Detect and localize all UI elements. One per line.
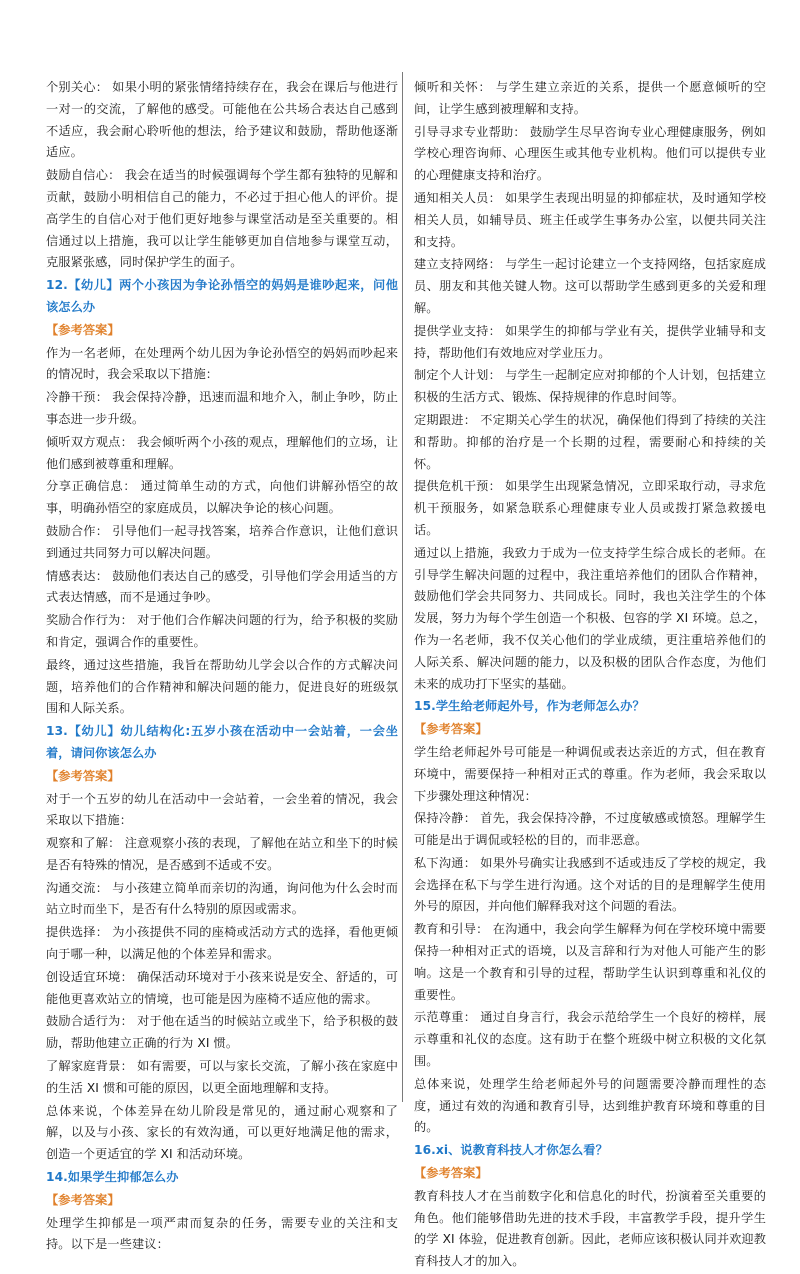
paragraph: 总体来说，处理学生给老师起外号的问题需要冷静而理性的态度，通过有效的沟通和教育引导，达到维护教育环境和尊重的目的。 [414, 1076, 766, 1135]
paragraph: 学生给老师起外号可能是一种调侃或表达亲近的方式，但在教育环境中，需要保持一种相对正式的尊重。作为老师，我会采取以下步骤处理这种情况： [414, 744, 766, 803]
paragraph: 提供学业支持： 如果学生的抑郁与学业有关，提供学业辅导和支持，帮助他们有效地应对学业压力。 [414, 323, 766, 360]
paragraph: 分享正确信息： 通过简单生动的方式，向他们讲解孙悟空的故事，明确孙悟空的家庭成员，以解决争论的核心问题。 [46, 479, 398, 516]
paragraph: 鼓励合作： 引导他们一起寻找答案，培养合作意识，让他们意识到通过共同努力可以解决问题。 [46, 523, 398, 560]
question-heading: 15.学生给老师起外号，作为老师怎么办？ [414, 699, 645, 714]
question-heading: 12.【幼儿】两个小孩因为争论孙悟空的妈妈是谁吵起来，问他该怎么办 [46, 278, 398, 314]
right-column [414, 77, 766, 1274]
paragraph: 私下沟通： 如果外号确实让我感到不适或违反了学校的规定，我会选择在私下与学生进行沟通。这个对话的目的是理解学生使用外号的原因，并向他们解释我对这个问题的看法。 [414, 855, 766, 914]
answer-label: 【参考答案】 [46, 322, 120, 337]
answer-label: 【参考答案】 [46, 1192, 120, 1207]
answer-label: 【参考答案】 [414, 722, 488, 737]
paragraph: 冷静干预： 我会保持冷静，迅速而温和地介入，制止争吵，防止事态进一步升级。 [46, 390, 398, 426]
paragraph: 鼓励合适行为： 对于他在适当的时候站立或坐下，给予积极的鼓励，帮助他建立正确的行为 XI 惯。 [46, 1014, 398, 1051]
paragraph: 提供选择： 为小孩提供不同的座椅或活动方式的选择，看他更倾向于哪一种，以满足他的个体差异和需求。 [46, 925, 398, 962]
paragraph: 引导寻求专业帮助： 鼓励学生尽早咨询专业心理健康服务，例如学校心理咨询师、心理医生或其他专业机构。他们可以提供专业的心理健康支持和治疗。 [414, 124, 766, 183]
paragraph: 沟通交流： 与小孩建立简单而亲切的沟通，询问他为什么会时而站立时而坐下，是否有什么特别的原因或需求。 [46, 880, 398, 917]
paragraph: 观察和了解： 注意观察小孩的表现，了解他在站立和坐下的时候是否有特殊的情况，是否感到不适或不安。 [46, 836, 398, 872]
paragraph: 建立支持网络： 与学生一起讨论建立一个支持网络，包括家庭成员、朋友和其他关键人物。这可以帮助学生感到更多的关爱和理解。 [414, 257, 766, 315]
paragraph: 通过以上措施，我致力于成为一位支持学生综合成长的老师。在引导学生解决问题的过程中，我注重培养他们的团队合作精神，鼓励他们学会共同努力、共同成长。同时，我也关注学生的个体发展，努力为每个学生创造一个积极、包容的学 XI 环境。总之，作为一名老师，我不仅关心他们的学业成绩，更注重培养他们的人际关系、解决问题的能力，以及积极的团队合作态度，为他们未来的成功打下坚实的基础。 [414, 545, 766, 691]
question-heading: 14.如果学生抑郁怎么办 [46, 1170, 179, 1185]
paragraph: 情感表达： 鼓励他们表达自己的感受，引导他们学会用适当的方式表达情感，而不是通过争吵。 [46, 568, 398, 605]
answer-label: 【参考答案】 [414, 1166, 488, 1181]
paragraph: 倾听双方观点： 我会倾听两个小孩的观点，理解他们的立场，让他们感到被尊重和理解。 [46, 434, 398, 471]
paragraph: 作为一名老师，在处理两个幼儿因为争论孙悟空的妈妈而吵起来的情况时，我会采取以下措施： [46, 345, 398, 382]
paragraph: 总体来说，个体差异在幼儿阶段是常见的，通过耐心观察和了解，以及与小孩、家长的有效沟通，可以更好地满足他的需求，创造一个更适宜的学 XI 和活动环境。 [46, 1103, 398, 1162]
paragraph: 最终，通过这些措施，我旨在帮助幼儿学会以合作的方式解决问题，培养他们的合作精神和解决问题的能力，促进良好的班级氛围和人际关系。 [46, 657, 398, 716]
paragraph: 定期跟进： 不定期关心学生的状况，确保他们得到了持续的关注和帮助。抑郁的治疗是一个长期的过程，需要耐心和持续的关怀。 [414, 412, 766, 471]
paragraph: 倾听和关怀： 与学生建立亲近的关系，提供一个愿意倾听的空间，让学生感到被理解和支持。 [414, 80, 766, 116]
paragraph: 制定个人计划： 与学生一起制定应对抑郁的个人计划，包括建立积极的生活方式、锻炼、保持规律的作息时间等。 [414, 368, 766, 405]
paragraph: 个别关心： 如果小明的紧张情绪持续存在，我会在课后与他进行一对一的交流，了解他的感受。可能他在公共场合表达自己感到不适应，我会耐心聆听他的想法，给予建议和鼓励，帮助他逐渐适应。 [46, 80, 398, 160]
left-column [46, 77, 398, 1257]
paragraph: 鼓励自信心： 我会在适当的时候强调每个学生都有独特的见解和贡献，鼓励小明相信自己的能力，不必过于担心他人的评价。提高学生的自信心对于他们更好地参与课堂活动是至关重要的。相信通过以上措施，我可以让学生能够更加自信地参与课堂互动，克服紧张感，同时保护学生的面子。 [46, 168, 398, 270]
paragraph: 保持冷静： 首先，我会保持冷静，不过度敏感或愤怒。理解学生可能是出于调侃或轻松的目的，而非恶意。 [414, 811, 766, 848]
paragraph: 了解家庭背景： 如有需要，可以与家长交流，了解小孩在家庭中的生活 XI 惯和可能的原因，以更全面地理解和支持。 [46, 1059, 398, 1095]
answer-label: 【参考答案】 [46, 768, 120, 783]
paragraph: 创设适宜环境： 确保活动环境对于小孩来说是安全、舒适的，可能他更喜欢站立的情境，也可能是因为座椅不适应他的需求。 [46, 969, 398, 1006]
paragraph: 提供危机干预： 如果学生出现紧急情况，立即采取行动，寻求危机干预服务，如紧急联系心理健康专业人员或拨打紧急救援电话。 [414, 479, 766, 537]
paragraph: 对于一个五岁的幼儿在活动中一会站着，一会坐着的情况，我会采取以下措施： [46, 791, 398, 828]
paragraph: 示范尊重： 通过自身言行，我会示范给学生一个良好的榜样，展示尊重和礼仪的态度。这有助于在整个班级中树立积极的文化氛围。 [414, 1010, 766, 1069]
paragraph: 通知相关人员： 如果学生表现出明显的抑郁症状，及时通知学校相关人员，如辅导员、班主任或学生事务办公室，以便共同关注和支持。 [414, 190, 766, 249]
column-divider [402, 72, 403, 1102]
paragraph: 教育和引导： 在沟通中，我会向学生解释为何在学校环境中需要保持一种相对正式的语境，以及言辞和行为对他人可能产生的影响。这是一个教育和引导的过程，帮助学生认识到尊重和礼仪的重要性。 [414, 922, 766, 1002]
question-heading: 16.xi、说教育科技人才你怎么看？ [414, 1143, 608, 1158]
paragraph: 处理学生抑郁是一项严肃而复杂的任务，需要专业的关注和支持。以下是一些建议： [46, 1215, 398, 1252]
paragraph: 奖励合作行为： 对于他们合作解决问题的行为，给予积极的奖励和肯定，强调合作的重要性。 [46, 613, 398, 649]
paragraph: 教育科技人才在当前数字化和信息化的时代，扮演着至关重要的角色。他们能够借助先进的技术手段，丰富教学手段，提升学生的学 XI 体验，促进教育创新。因此，老师应该积极认同并欢迎教育科技人才的加入。 [414, 1188, 766, 1269]
question-heading: 13.【幼儿】幼儿结构化:五岁小孩在活动中一会站着，一会坐着，请问你该怎么办 [46, 724, 398, 760]
